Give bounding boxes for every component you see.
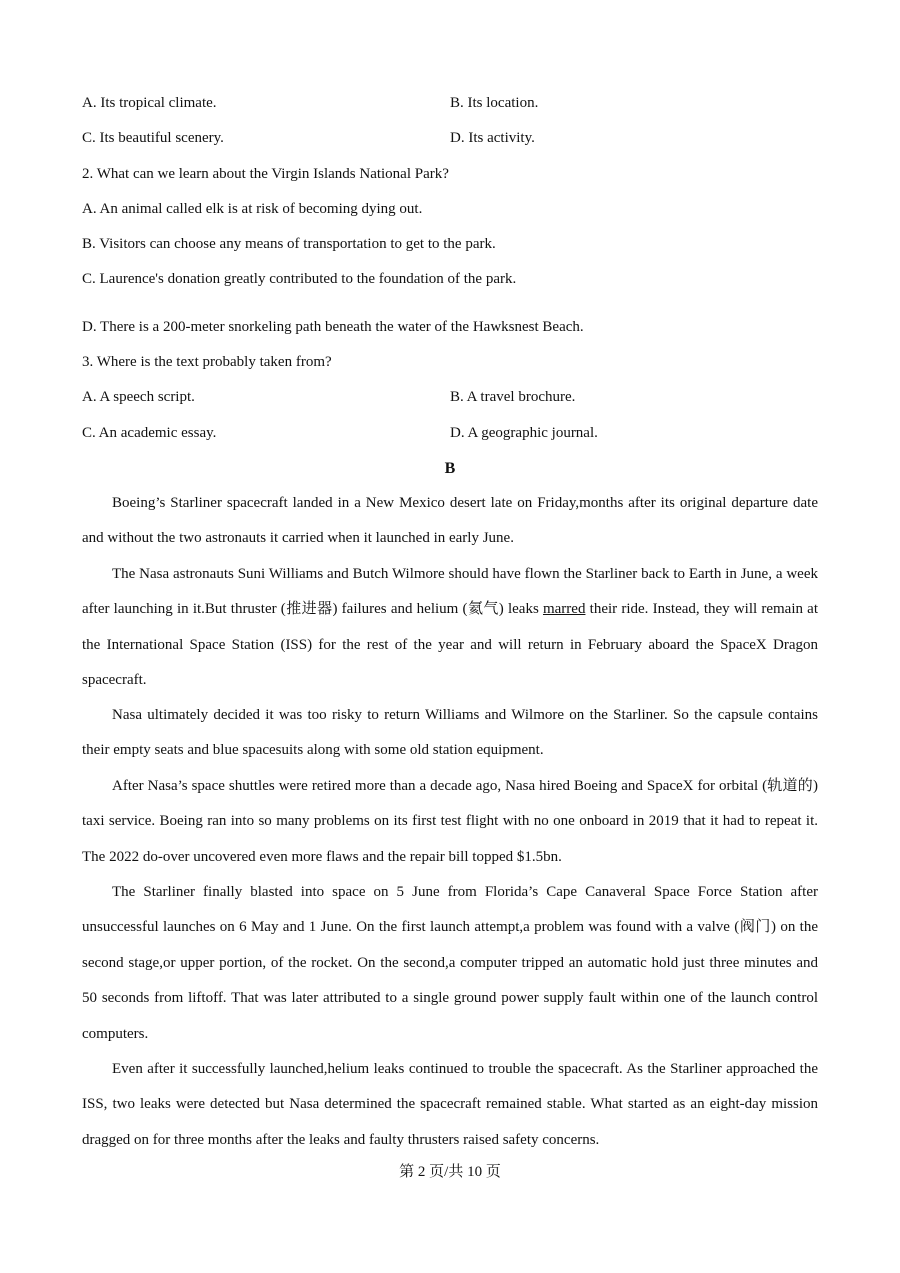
q1-option-c: C. Its beautiful scenery. <box>82 130 224 146</box>
q1-option-a: A. Its tropical climate. <box>82 95 217 111</box>
q1-option-d: D. Its activity. <box>450 130 535 146</box>
underlined-word-marred: marred <box>542 601 586 618</box>
q2-option-d: D. There is a 200-meter snorkeling path beneath the water of the Hawksnest Beach. <box>82 319 584 335</box>
passage-paragraph-3: Nasa ultimately decided it was too risky to return Williams and Wilmore on the Starliner. So the capsule contains their empty seats and blue spacesuits along with some old station equipment. <box>82 707 818 759</box>
section-b-heading: B <box>444 460 456 477</box>
passage-paragraph-2 <box>82 557 818 699</box>
q2-option-c: C. Laurence's donation greatly contributed to the foundation of the park. <box>82 271 517 287</box>
q3-option-a: A. A speech script. <box>82 389 195 405</box>
page-number-footer: 第 2 页/共 10 页 <box>399 1164 501 1180</box>
passage-paragraph-1: Boeing’s Starliner spacecraft landed in a New Mexico desert late on Friday,months after its original departure date and without the two astronauts it carried when it launched in early June. <box>82 495 818 547</box>
paragraph-2-text-after: their ride. Instead, they will remain at the International Space Station (ISS) for the rest of the year and will return in February aboard the SpaceX Dragon spacecraft. <box>82 601 818 689</box>
passage-paragraph-5: The Starliner finally blasted into space on 5 June from Florida’s Cape Canaveral Space Force Station after unsuccessful launches on 6 May and 1 June. On the first launch attempt,a problem was found with a valve (阀门) on the second stage,or upper portion, of the rocket. On the second,a computer tripped an automatic hold just three minutes and 50 seconds from liftoff. That was later attributed to a single ground power supply fault within one of the launch control computers. <box>82 884 818 1042</box>
q2-option-a: A. An animal called elk is at risk of becoming dying out. <box>82 201 423 217</box>
q3-option-d: D. A geographic journal. <box>450 425 598 441</box>
q3-option-c: C. An academic essay. <box>82 425 217 441</box>
q3-stem: 3. Where is the text probably taken from? <box>82 354 332 370</box>
passage-paragraph-6: Even after it successfully launched,helium leaks continued to trouble the spacecraft. As the Starliner approached the ISS, two leaks were detected but Nasa determined the spacecraft remained stable. What started as an eight-day mission dragged on for three months after the leaks and faulty thrusters raised safety concerns. <box>82 1061 818 1148</box>
paragraph-2-text-before: The Nasa astronauts Suni Williams and Butch Wilmore should have flown the Starliner back to Earth in June, a week after launching in it.But thruster (推进器) failures and helium (氦气) leaks <box>82 566 818 618</box>
q2-stem: 2. What can we learn about the Virgin Islands National Park? <box>82 166 449 182</box>
passage-paragraph-4: After Nasa’s space shuttles were retired more than a decade ago, Nasa hired Boeing and SpaceX for orbital (轨道的) taxi service. Boeing ran into so many problems on its first test flight with no one onboard in 2019 that it had to repeat it. The 2022 do-over uncovered even more flaws and the repair bill topped $1.5bn. <box>82 778 818 865</box>
q2-option-b: B. Visitors can choose any means of transportation to get to the park. <box>82 236 496 252</box>
q1-option-b: B. Its location. <box>450 95 539 111</box>
q3-option-b: B. A travel brochure. <box>450 389 576 405</box>
